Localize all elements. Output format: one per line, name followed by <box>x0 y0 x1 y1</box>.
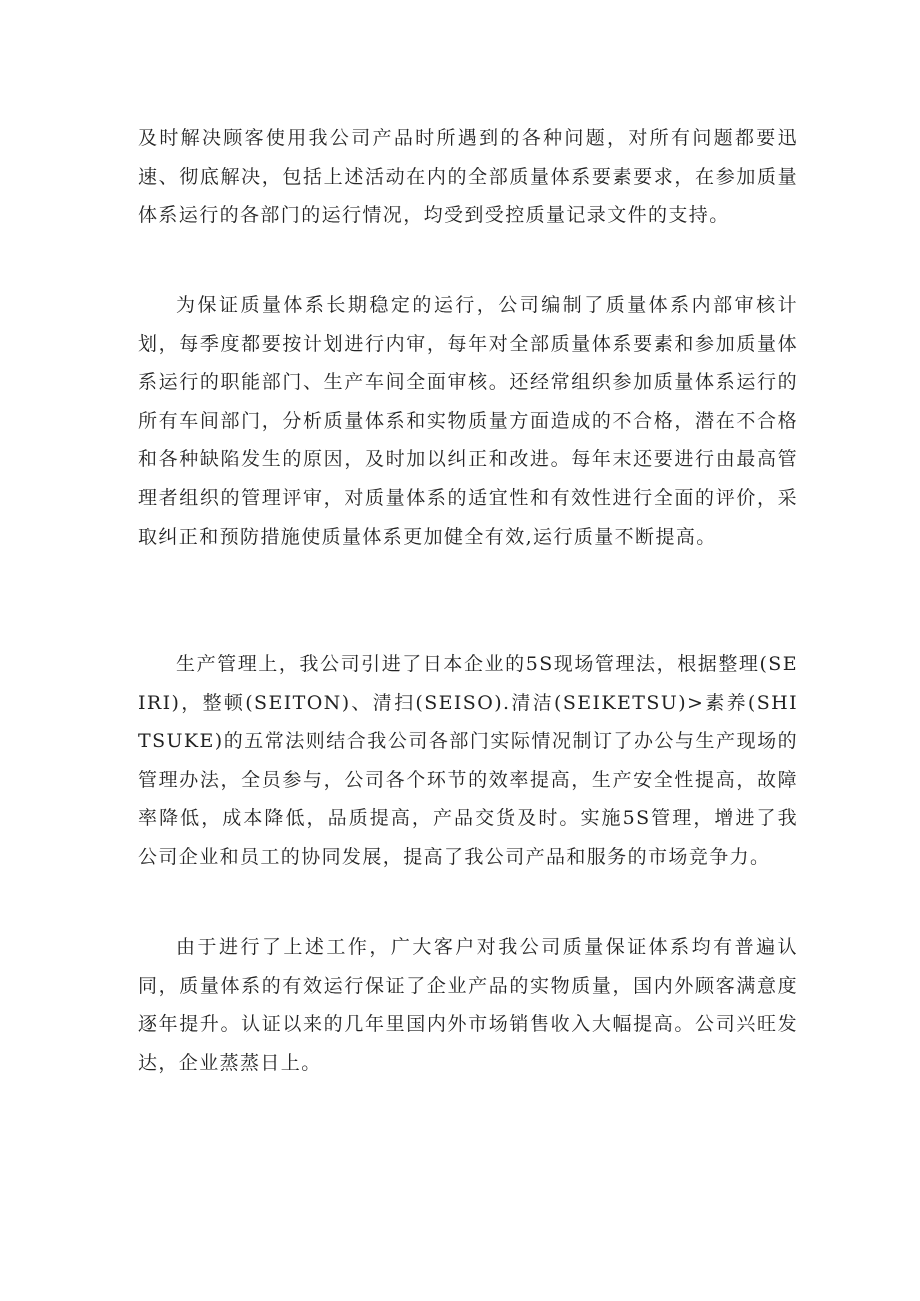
paragraph-4: 由于进行了上述工作，广大客户对我公司质量保证体系均有普遍认同，质量体系的有效运行保证了企业产品的实物质量，国内外顾客满意度逐年提升。认证以来的几年里国内外市场销售收入大幅提高。公司兴旺发达，企业蒸蒸日上。 <box>138 936 798 1074</box>
paragraph-2: 为保证质量体系长期稳定的运行，公司编制了质量体系内部审核计划，每季度都要按计划进行内审，每年对全部质量体系要素和参加质量体系运行的职能部门、生产车间全面审核。还经常组织参加质量体系运行的所有车间部门，分析质量体系和实物质量方面造成的不合格，潜在不合格和各种缺陷发生的原因，及时加以纠正和改进。每年末还要进行由最高管理者组织的管理评审，对质量体系的适宜性和有效性进行全面的评价，采取纠正和预防措施使质量体系更加健全有效,运行质量不断提高。 <box>138 294 798 548</box>
paragraph-3: 生产管理上，我公司引进了日本企业的5S现场管理法，根据整理(SEIRI)，整顿(SEITON)、清扫(SEISO).清洁(SEIKETSU)>素养(SHITSUKE)的五常法则结合我公司各部门实际情况制订了办公与生产现场的管理办法，全员参与，公司各个环节的效率提高，生产安全性提高，故障率降低，成本降低，品质提高，产品交货及时。实施5S管理，增进了我公司企业和员工的协同发展，提高了我公司产品和服务的市场竞争力。 <box>138 653 798 868</box>
paragraph-1: 及时解决顾客使用我公司产品时所遇到的各种问题，对所有问题都要迅速、彻底解决，包括上述活动在内的全部质量体系要素要求，在参加质量体系运行的各部门的运行情况，均受到受控质量记录文件的支持。 <box>138 127 798 227</box>
